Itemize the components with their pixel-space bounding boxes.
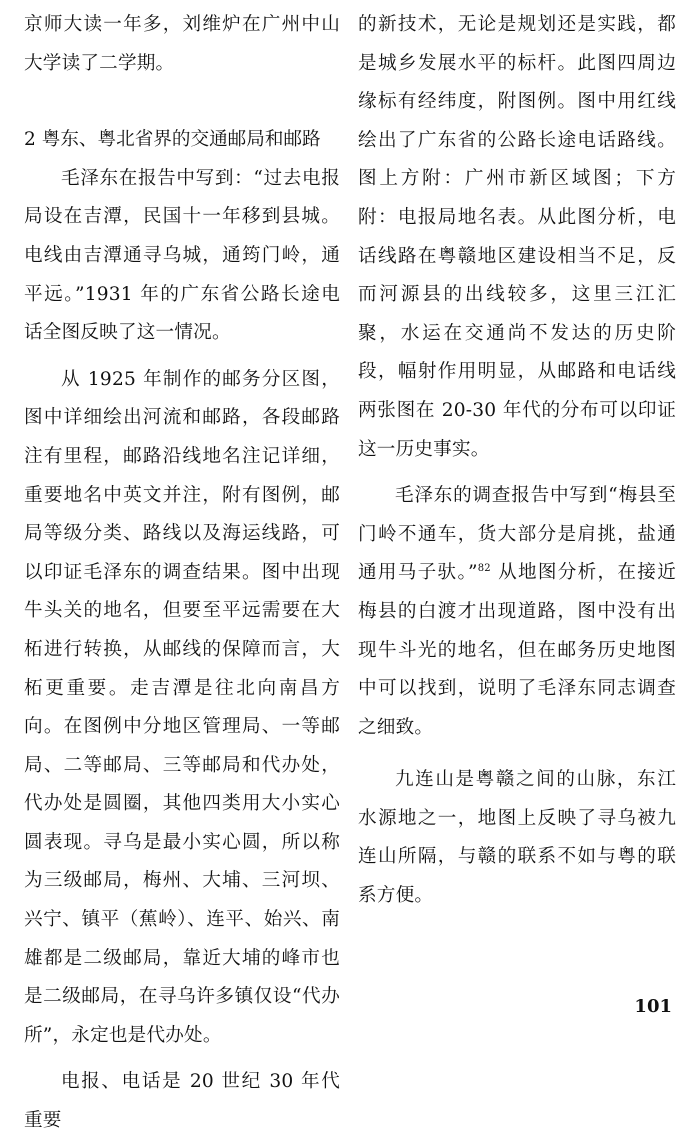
paragraph-telephone-map: 的新技术，无论是规划还是实践，都是城乡发展水平的标杆。此图四周边缘标有经纬度，附图例。图中用红线绘出了广东省的公路长途电话路线。图上方附：广州市新区域图；下方附：电报局地名表。从此图分析，电话线路在粤赣地区建设相当不足，反而河源县的出线较多，这里三江汇聚，水运在交通尚不发达的历史阶段，幅射作用明显，从邮路和电话线两张图在 20-30 年代的分布可以印证这一历史事实。	[358, 14, 676, 460]
section-heading: 2 粤东、粤北省界的交通邮局和邮路	[24, 129, 321, 151]
analysis-text: 从地图分析，在接近梅县的白渡才出现道路，图中没有出现牛斗光的地名，但在邮务历史地图中可以找到，说明了毛泽东同志调查之细致。	[358, 562, 676, 738]
paragraph-postal-map: 从 1925 年制作的邮务分区图，图中详细绘出河流和邮路，各段邮路注有里程，邮路沿线地名注记详细，重要地名中英文并注，附有图例，邮局等级分类、路线以及海运线路，可以印证毛泽东的调查结果。图中出现牛头关的地名，但要至平远需要在大柘进行转换，从邮线的保障而言，大柘更重要。走吉潭是往北向南昌方向。在图例中分地区管理局、一等邮局、二等邮局、三等邮局和代办处，代办处是圆圈，其他四类用大小实心圆表现。寻乌是最小实心圆，所以称为三级邮局，梅州、大埔、三河坝、兴宁、镇平（蕉岭）、连平、始兴、南雄都是二级邮局，靠近大埔的峰市也是二级邮局，在寻乌许多镇仅设“代办所”，永定也是代办处。	[24, 368, 340, 1046]
left-column	[24, 6, 340, 1141]
right-column	[358, 6, 676, 916]
page-number: 101	[634, 996, 672, 1017]
quote-text: 毛泽东的调查报告中写到“梅县至门岭不通车，货大部分是肩挑，盐通通用马子驮。”	[358, 485, 676, 584]
paragraph-telegraph-report: 毛泽东在报告中写到：“过去电报局设在吉潭，民国十一年移到县城。电线由吉潭通寻乌城，通筠门岭，通平远。”1931 年的广东省公路长途电话全图反映了这一情况。	[24, 167, 340, 344]
paragraph-telephone-intro: 电报、电话是 20 世纪 30 年代重要	[24, 1071, 340, 1132]
paragraph-meixian-road	[358, 477, 676, 747]
paragraph-continuation: 京师大读一年多，刘维炉在广州中山大学读了二学期。	[24, 14, 340, 74]
footnote-marker: 82	[477, 563, 491, 575]
paragraph-jiulian-mountain: 九连山是粤赣之间的山脉，东江水源地之一，地图上反映了寻乌被九连山所隔，与赣的联系不如与粤的联系方便。	[358, 769, 676, 907]
